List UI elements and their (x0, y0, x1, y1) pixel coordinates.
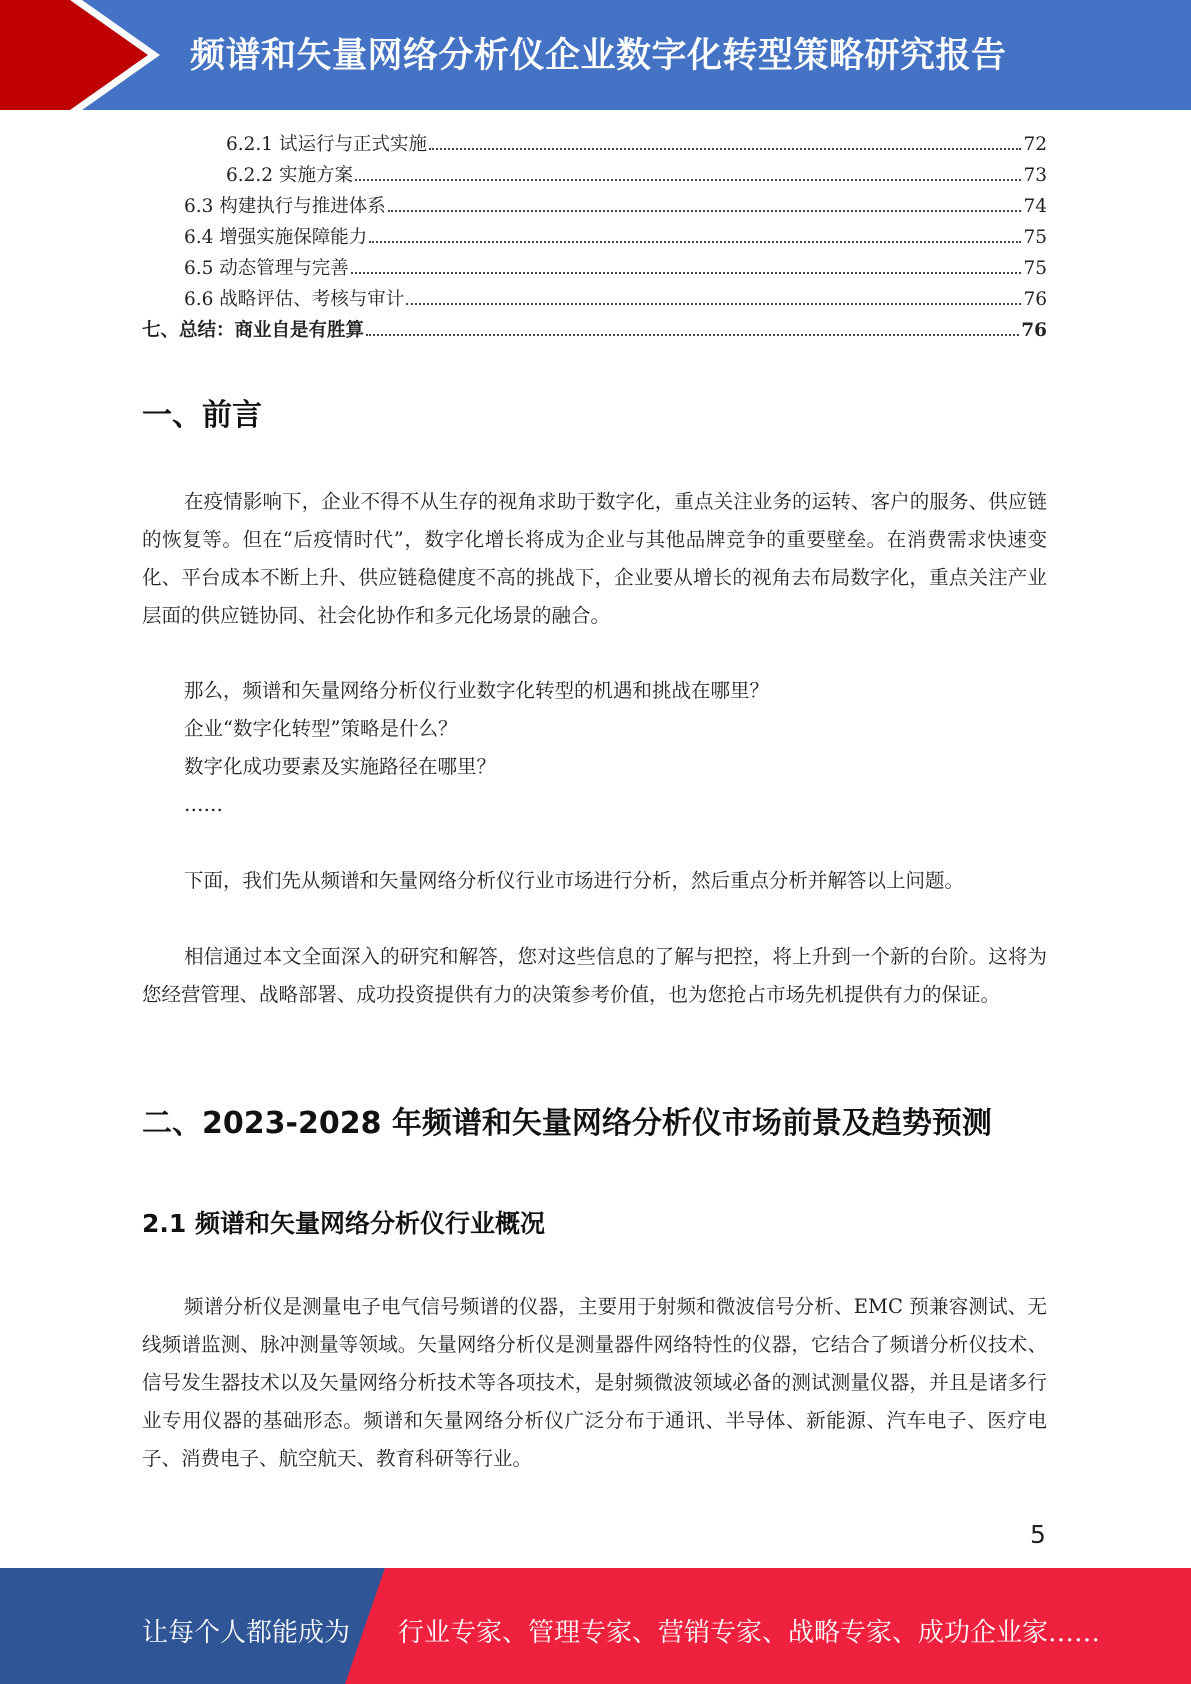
toc-dot-leader (369, 241, 1021, 243)
toc-dot-leader (388, 210, 1022, 212)
toc-entry-label: 6.5 动态管理与完善 (184, 258, 349, 279)
footer-slogan-right: 行业专家、管理专家、营销专家、战略专家、成功企业家…… (398, 1618, 1101, 1648)
toc-entry-page: 73 (1023, 165, 1047, 186)
overview-paragraph: 频谱分析仪是测量电子电气信号频谱的仪器，主要用于射频和微波信号分析、EMC 预兼容测试、无线频谱监测、脉冲测量等领域。矢量网络分析仪是测量器件网络特性的仪器，它结合了频谱分析仪技术、信号发生器技术以及矢量网络分析技术等各项技术，是射频微波领域必备的测试测量仪器，并且是诸多行业专用仪器的基础形态。频谱和矢量网络分析仪广泛分布于通讯、半导体、新能源、汽车电子、医疗电子、消费电子、航空航天、教育科研等行业。 (142, 1295, 1047, 1470)
toc-entry-label: 6.4 增强实施保障能力 (184, 227, 368, 248)
toc-entry[interactable] (142, 192, 1047, 223)
question-line: 那么，频谱和矢量网络分析仪行业数字化转型的机遇和挑战在哪里？ (184, 679, 770, 702)
header-arrow-decoration (0, 0, 200, 110)
toc-entry-page: 76 (1023, 289, 1047, 310)
toc-entry[interactable] (142, 254, 1047, 285)
toc-entry-label: 6.2.2 实施方案 (226, 165, 353, 186)
page-header (0, 0, 1191, 110)
question-line: 企业“数字化转型”策略是什么？ (184, 717, 458, 740)
toc-entry-label: 七、总结：商业自是有胜算 (142, 320, 365, 341)
toc-entry-page: 74 (1023, 196, 1047, 217)
toc-entry[interactable] (142, 223, 1047, 254)
question-line: 数字化成功要素及实施路径在哪里？ (184, 755, 497, 778)
toc-entry-label: 6.2.1 试运行与正式实施 (226, 134, 427, 155)
ellipsis-line: …… (184, 793, 223, 816)
toc-entry[interactable] (142, 316, 1047, 347)
toc-entry-page: 72 (1023, 134, 1047, 155)
toc-entry[interactable] (142, 130, 1047, 161)
toc-entry[interactable] (142, 285, 1047, 316)
page-number: 5 (1030, 1520, 1046, 1549)
toc-dot-leader (406, 303, 1021, 305)
report-title: 频谱和矢量网络分析仪企业数字化转型策略研究报告 (190, 36, 1007, 76)
toc-entry[interactable] (142, 161, 1047, 192)
toc-dot-leader (355, 179, 1022, 181)
preface-paragraph-3: 相信通过本文全面深入的研究和解答，您对这些信息的了解与把控，将上升到一个新的台阶。这将为您经营管理、战略部署、成功投资提供有力的决策参考价值，也为您抢占市场先机提供有力的保证。 (142, 945, 1047, 1006)
toc-entry-label: 6.6 战略评估、考核与审计 (184, 289, 405, 310)
subsection-heading-overview: 2.1 频谱和矢量网络分析仪行业概况 (142, 1209, 545, 1238)
footer-slogan-left: 让每个人都能成为 (142, 1618, 351, 1648)
section-heading-preface: 一、前言 (142, 398, 262, 433)
table-of-contents (142, 130, 1047, 347)
preface-paragraph-2: 下面，我们先从频谱和矢量网络分析仪行业市场进行分析，然后重点分析并解答以上问题。 (184, 869, 965, 892)
preface-paragraph-1: 在疫情影响下，企业不得不从生存的视角求助于数字化，重点关注业务的运转、客户的服务、供应链的恢复等。但在“后疫情时代”，数字化增长将成为企业与其他品牌竞争的重要壁垒。在消费需求快速变化、平台成本不断上升、供应链稳健度不高的挑战下，企业要从增长的视角去布局数字化，重点关注产业层面的供应链协同、社会化协作和多元化场景的融合。 (142, 490, 1047, 627)
toc-entry-page: 76 (1021, 320, 1047, 341)
toc-entry-page: 75 (1023, 227, 1047, 248)
page-footer (0, 1568, 1191, 1684)
toc-dot-leader (366, 334, 1019, 336)
toc-entry-label: 6.3 构建执行与推进体系 (184, 196, 386, 217)
toc-entry-page: 75 (1023, 258, 1047, 279)
toc-dot-leader (429, 148, 1021, 150)
toc-dot-leader (351, 272, 1022, 274)
section-heading-market-forecast: 二、2023-2028 年频谱和矢量网络分析仪市场前景及趋势预测 (142, 1106, 992, 1141)
